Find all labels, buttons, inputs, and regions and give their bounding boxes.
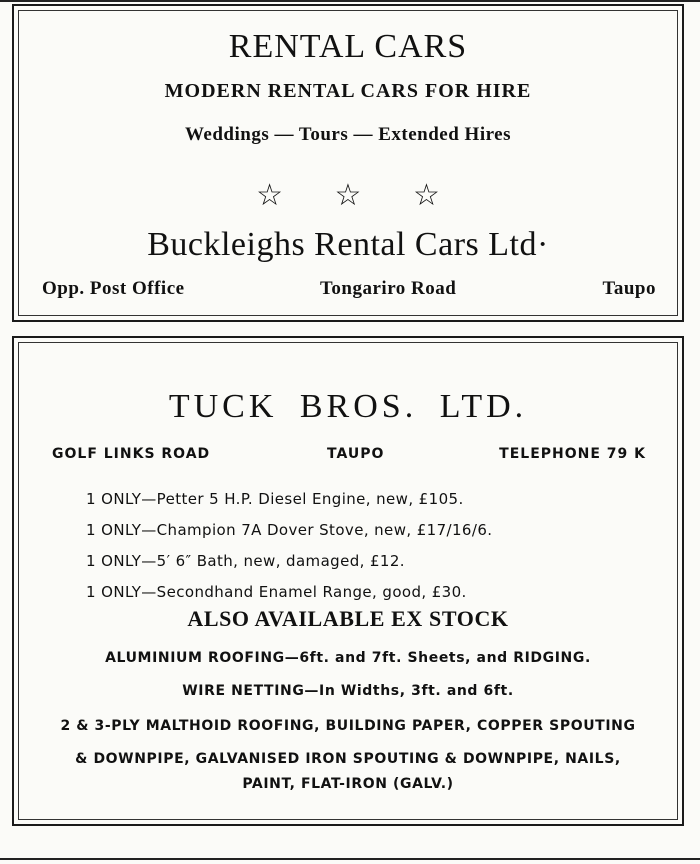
header-telephone: TELEPHONE 79 K	[499, 446, 646, 462]
rental-cars-advertisement	[12, 4, 684, 322]
stock-line: & DOWNPIPE, GALVANISED IRON SPOUTING & DOWNPIPE, NAILS,	[75, 751, 621, 767]
address-town: Taupo	[602, 278, 656, 299]
company-name: Buckleighs Rental Cars Ltd·	[147, 226, 549, 263]
header-town: TAUPO	[327, 446, 385, 462]
also-available-heading: ALSO AVAILABLE EX STOCK	[187, 606, 509, 631]
stock-line: 2 & 3-PLY MALTHOID ROOFING, BUILDING PAPER, COPPER SPOUTING	[60, 718, 636, 734]
items-list	[86, 484, 492, 608]
stock-line: ALUMINIUM ROOFING—6ft. and 7ft. Sheets, and RIDGING.	[105, 650, 591, 666]
stock-line: WIRE NETTING—In Widths, 3ft. and 6ft.	[182, 683, 514, 699]
list-item: 1 ONLY—Secondhand Enamel Range, good, £30.	[86, 583, 467, 601]
services-line: Weddings — Tours — Extended Hires	[184, 124, 512, 145]
header-address: GOLF LINKS ROAD	[52, 446, 211, 462]
bottom-rule	[0, 858, 700, 860]
top-rule	[0, 0, 700, 2]
ad-subtitle: MODERN RENTAL CARS FOR HIRE	[164, 80, 532, 102]
list-item: 1 ONLY—Petter 5 H.P. Diesel Engine, new, £105.	[86, 490, 464, 508]
ad-title: TUCK BROS. LTD.	[168, 388, 528, 425]
list-item: 1 ONLY—5′ 6″ Bath, new, damaged, £12.	[86, 552, 405, 570]
ad-title: RENTAL CARS	[228, 28, 468, 65]
list-item: 1 ONLY—Champion 7A Dover Stove, new, £17/16/6.	[86, 521, 493, 539]
star-icons: ☆ ☆ ☆	[256, 179, 462, 212]
tuck-bros-advertisement	[12, 336, 684, 826]
address-location: Opp. Post Office	[42, 278, 185, 299]
address-street: Tongariro Road	[320, 278, 457, 299]
stock-line: PAINT, FLAT-IRON (GALV.)	[242, 776, 454, 792]
